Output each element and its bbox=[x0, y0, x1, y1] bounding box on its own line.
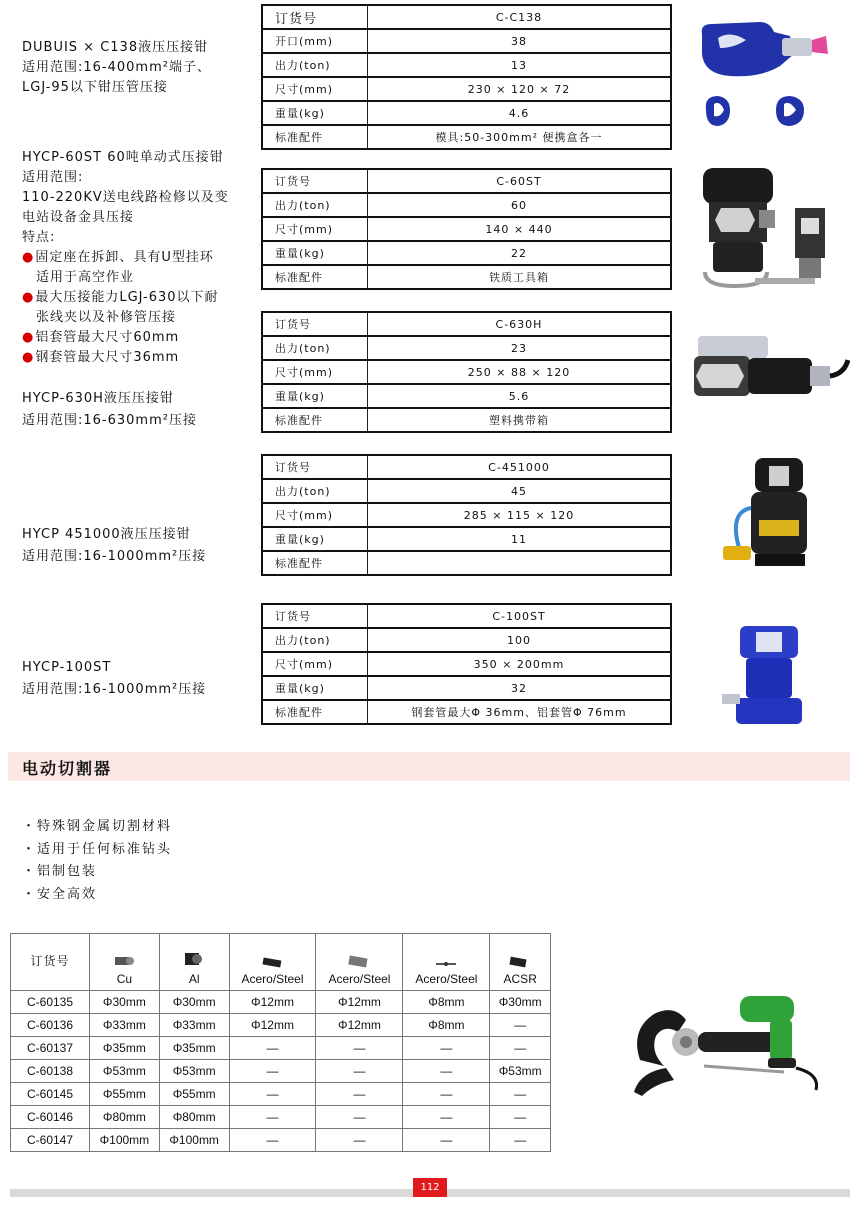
table-cell: — bbox=[316, 1083, 403, 1106]
table-row bbox=[11, 1060, 551, 1083]
spec-value: 32 bbox=[368, 676, 672, 700]
header-cell: Al bbox=[159, 934, 229, 991]
spec-key: 出力(ton) bbox=[262, 628, 368, 652]
bullet-dot-icon: ● bbox=[22, 330, 35, 345]
spec-key: 出力(ton) bbox=[262, 479, 368, 503]
spec-key: 订货号 bbox=[262, 5, 368, 29]
feature-bullet: ●最大压接能力LGJ-630以下耐 bbox=[22, 290, 219, 305]
feature-item: ・安全高效 bbox=[22, 886, 98, 902]
feature-bullet-cont: 适用于高空作业 bbox=[36, 270, 135, 285]
table-cell: Φ35mm bbox=[90, 1037, 160, 1060]
table-cell: — bbox=[229, 1129, 316, 1152]
product-2-description bbox=[22, 148, 229, 368]
product-scope-cont: 电站设备金具压接 bbox=[22, 210, 135, 225]
page-number: 112 bbox=[413, 1178, 447, 1197]
table-cell: — bbox=[316, 1060, 403, 1083]
spec-value: 11 bbox=[368, 527, 672, 551]
spec-value: 13 bbox=[368, 53, 672, 77]
spec-table-100st bbox=[261, 603, 672, 725]
feature-bullet: ●铝套管最大尺寸60mm bbox=[22, 330, 180, 345]
steel-cable-icon bbox=[261, 956, 285, 968]
section-header-band bbox=[8, 752, 850, 781]
order-no-cell: C-60138 bbox=[11, 1060, 90, 1083]
table-cell: — bbox=[403, 1083, 490, 1106]
table-cell: — bbox=[490, 1106, 551, 1129]
100st-tool-photo bbox=[718, 620, 818, 730]
product-title: DUBUIS × C138液压压接钳 bbox=[22, 40, 209, 55]
feature-bullet-cont: 张线夹以及补修管压接 bbox=[36, 310, 177, 325]
steel-wire-icon bbox=[434, 960, 458, 968]
spec-value: C-630H bbox=[368, 312, 672, 336]
spec-value: 钢套管最大Φ 36mm、铝套管Φ 76mm bbox=[368, 700, 672, 724]
spec-key: 重量(kg) bbox=[262, 384, 368, 408]
spec-value: 285 × 115 × 120 bbox=[368, 503, 672, 527]
spec-value: 铁质工具箱 bbox=[368, 265, 672, 289]
spec-key: 尺寸(mm) bbox=[262, 652, 368, 676]
product-title: HYCP 451000液压压接钳 bbox=[22, 527, 191, 542]
spec-key: 尺寸(mm) bbox=[262, 360, 368, 384]
spec-value: C-C138 bbox=[368, 5, 672, 29]
spec-value: 45 bbox=[368, 479, 672, 503]
table-cell: Φ30mm bbox=[90, 991, 160, 1014]
spec-value: 230 × 120 × 72 bbox=[368, 77, 672, 101]
product-scope: 110-220KV送电线路检修以及变 bbox=[22, 190, 229, 205]
c138-tool-photo bbox=[690, 14, 840, 144]
table-row bbox=[11, 1129, 551, 1152]
order-no-cell: C-60147 bbox=[11, 1129, 90, 1152]
bullet-dot-icon: ● bbox=[22, 290, 35, 305]
table-row bbox=[11, 1037, 551, 1060]
feature-item: ・适用于任何标准钻头 bbox=[22, 841, 173, 857]
table-cell: Φ55mm bbox=[90, 1083, 160, 1106]
spec-key: 尺寸(mm) bbox=[262, 217, 368, 241]
table-cell: Φ80mm bbox=[159, 1106, 229, 1129]
table-cell: Φ30mm bbox=[490, 991, 551, 1014]
cutter-features bbox=[22, 816, 172, 906]
product-scope: 适用范围:16-1000mm²压接 bbox=[22, 682, 207, 697]
spec-key: 出力(ton) bbox=[262, 53, 368, 77]
table-cell: — bbox=[490, 1083, 551, 1106]
table-row bbox=[11, 991, 551, 1014]
table-cell: Φ33mm bbox=[159, 1014, 229, 1037]
header-cell: 订货号 bbox=[11, 934, 90, 991]
spec-table-60st bbox=[261, 168, 672, 290]
spec-key: 重量(kg) bbox=[262, 101, 368, 125]
spec-key: 标准配件 bbox=[262, 551, 368, 575]
order-no-cell: C-60136 bbox=[11, 1014, 90, 1037]
table-row bbox=[11, 1014, 551, 1037]
product-3-description bbox=[22, 388, 197, 432]
order-no-cell: C-60137 bbox=[11, 1037, 90, 1060]
feature-bullet: ●固定座在拆卸、具有U型挂环 bbox=[22, 250, 214, 265]
table-cell: Φ12mm bbox=[229, 991, 316, 1014]
spec-value: 140 × 440 bbox=[368, 217, 672, 241]
table-cell: — bbox=[229, 1060, 316, 1083]
table-cell: — bbox=[229, 1106, 316, 1129]
spec-table-c138 bbox=[261, 4, 672, 150]
spec-value: 模具:50-300mm² 便携盒各一 bbox=[368, 125, 672, 149]
table-cell: Φ33mm bbox=[90, 1014, 160, 1037]
feature-item: ・铝制包装 bbox=[22, 864, 98, 879]
table-cell: — bbox=[403, 1060, 490, 1083]
product-scope: 适用范围:16-1000mm²压接 bbox=[22, 549, 207, 564]
bullet-dot-icon: ● bbox=[22, 350, 35, 365]
product-scope: 适用范围:16-400mm²端子、 bbox=[22, 60, 211, 75]
product-4-description bbox=[22, 524, 206, 568]
630h-tool-photo bbox=[690, 330, 850, 406]
spec-key: 重量(kg) bbox=[262, 676, 368, 700]
table-cell: Φ100mm bbox=[90, 1129, 160, 1152]
table-cell: Φ53mm bbox=[490, 1060, 551, 1083]
table-cell: Φ55mm bbox=[159, 1083, 229, 1106]
spec-value: 250 × 88 × 120 bbox=[368, 360, 672, 384]
table-cell: Φ30mm bbox=[159, 991, 229, 1014]
table-cell: Φ53mm bbox=[90, 1060, 160, 1083]
feature-item: ・特殊钢金属切割材料 bbox=[22, 819, 173, 834]
table-cell: — bbox=[403, 1129, 490, 1152]
table-row bbox=[11, 1083, 551, 1106]
spec-value: 38 bbox=[368, 29, 672, 53]
spec-key: 订货号 bbox=[262, 455, 368, 479]
spec-value: 5.6 bbox=[368, 384, 672, 408]
order-no-cell: C-60146 bbox=[11, 1106, 90, 1129]
table-cell: Φ12mm bbox=[316, 991, 403, 1014]
header-cell: Acero/Steel bbox=[403, 934, 490, 991]
table-cell: — bbox=[229, 1037, 316, 1060]
cutter-capacity-table bbox=[10, 933, 551, 1152]
spec-key: 尺寸(mm) bbox=[262, 77, 368, 101]
header-cell: ACSR bbox=[490, 934, 551, 991]
bullet-dot-icon: ● bbox=[22, 250, 35, 265]
product-1-description bbox=[22, 38, 211, 98]
spec-value: C-100ST bbox=[368, 604, 672, 628]
spec-key: 重量(kg) bbox=[262, 241, 368, 265]
table-cell: — bbox=[490, 1129, 551, 1152]
table-cell: Φ8mm bbox=[403, 991, 490, 1014]
spec-value bbox=[368, 551, 672, 575]
spec-key: 标准配件 bbox=[262, 700, 368, 724]
spec-value: 100 bbox=[368, 628, 672, 652]
table-cell: — bbox=[403, 1106, 490, 1129]
table-cell: — bbox=[490, 1014, 551, 1037]
copper-cable-icon bbox=[113, 954, 135, 968]
header-cell: Acero/Steel bbox=[316, 934, 403, 991]
spec-value: C-60ST bbox=[368, 169, 672, 193]
spec-value: 塑料携带箱 bbox=[368, 408, 672, 432]
table-cell: — bbox=[490, 1037, 551, 1060]
section-title: 电动切割器 bbox=[22, 759, 113, 778]
product-scope: 适用范围:16-630mm²压接 bbox=[22, 413, 197, 428]
table-cell: Φ80mm bbox=[90, 1106, 160, 1129]
spec-key: 重量(kg) bbox=[262, 527, 368, 551]
60st-tool-photo bbox=[695, 162, 845, 292]
steel-strand-icon bbox=[347, 954, 371, 968]
order-no-cell: C-60135 bbox=[11, 991, 90, 1014]
spec-key: 开口(mm) bbox=[262, 29, 368, 53]
product-title: HYCP-100ST bbox=[22, 660, 112, 675]
product-features-label: 特点: bbox=[22, 230, 56, 245]
spec-key: 出力(ton) bbox=[262, 336, 368, 360]
table-cell: Φ12mm bbox=[316, 1014, 403, 1037]
451000-tool-photo bbox=[715, 452, 825, 576]
product-title: HYCP-60ST 60吨单动式压接钳 bbox=[22, 150, 224, 165]
product-5-description bbox=[22, 657, 206, 701]
table-cell: — bbox=[316, 1106, 403, 1129]
spec-value: C-451000 bbox=[368, 455, 672, 479]
table-cell: Φ100mm bbox=[159, 1129, 229, 1152]
spec-value: 23 bbox=[368, 336, 672, 360]
table-header-row bbox=[11, 934, 551, 991]
product-scope-label: 适用范围: bbox=[22, 170, 84, 185]
order-no-cell: C-60145 bbox=[11, 1083, 90, 1106]
table-cell: Φ53mm bbox=[159, 1060, 229, 1083]
table-row bbox=[11, 1106, 551, 1129]
spec-value: 60 bbox=[368, 193, 672, 217]
spec-key: 标准配件 bbox=[262, 408, 368, 432]
table-cell: Φ35mm bbox=[159, 1037, 229, 1060]
spec-value: 350 × 200mm bbox=[368, 652, 672, 676]
spec-value: 4.6 bbox=[368, 101, 672, 125]
spec-key: 标准配件 bbox=[262, 125, 368, 149]
table-cell: Φ8mm bbox=[403, 1014, 490, 1037]
spec-value: 22 bbox=[368, 241, 672, 265]
acsr-cable-icon bbox=[508, 954, 532, 968]
header-cell: Cu bbox=[90, 934, 160, 991]
feature-bullet: ●钢套管最大尺寸36mm bbox=[22, 350, 180, 365]
table-cell: — bbox=[316, 1129, 403, 1152]
aluminium-cable-icon bbox=[183, 950, 205, 968]
electric-cutter-photo bbox=[620, 980, 830, 1100]
product-title: HYCP-630H液压压接钳 bbox=[22, 391, 174, 406]
header-cell: Acero/Steel bbox=[229, 934, 316, 991]
spec-table-451000 bbox=[261, 454, 672, 576]
spec-key: 订货号 bbox=[262, 604, 368, 628]
table-cell: — bbox=[229, 1083, 316, 1106]
table-cell: — bbox=[316, 1037, 403, 1060]
spec-key: 出力(ton) bbox=[262, 193, 368, 217]
table-cell: Φ12mm bbox=[229, 1014, 316, 1037]
spec-key: 尺寸(mm) bbox=[262, 503, 368, 527]
spec-key: 订货号 bbox=[262, 169, 368, 193]
table-cell: — bbox=[403, 1037, 490, 1060]
product-scope-cont: LGJ-95以下钳压管压接 bbox=[22, 80, 168, 95]
spec-key: 订货号 bbox=[262, 312, 368, 336]
spec-key: 标准配件 bbox=[262, 265, 368, 289]
spec-table-630h bbox=[261, 311, 672, 433]
